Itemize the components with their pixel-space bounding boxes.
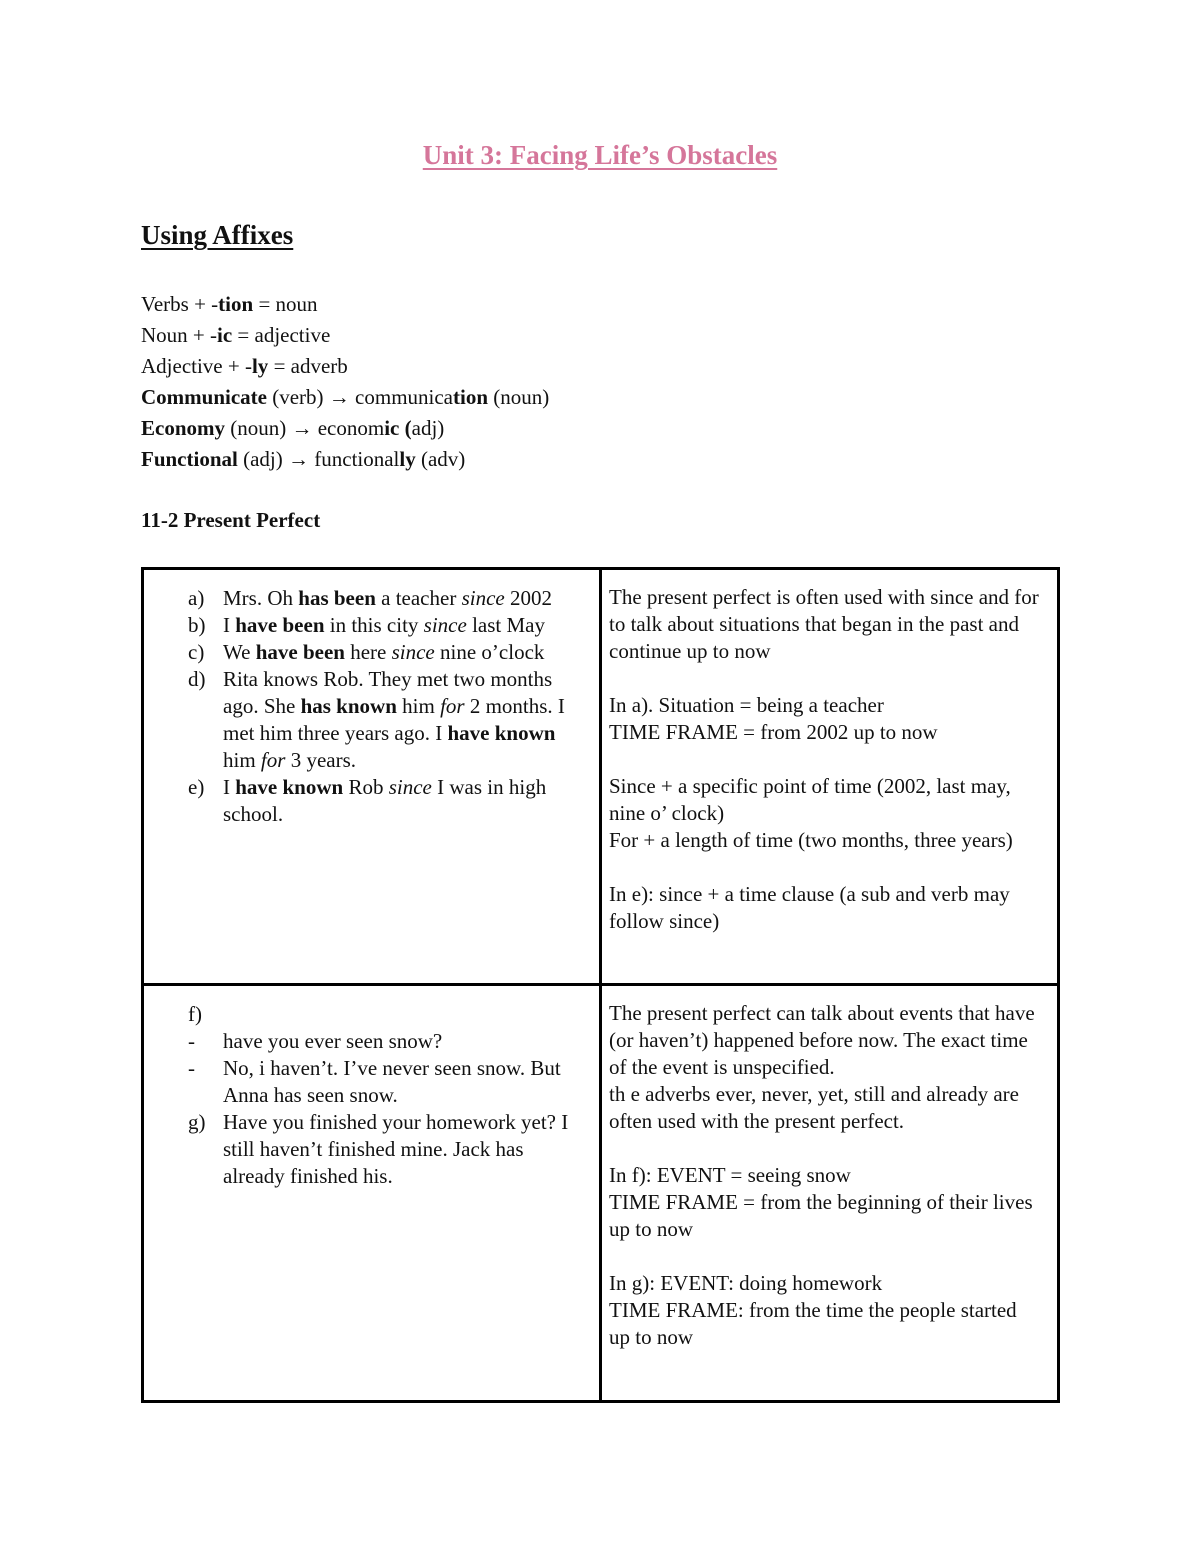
- affix-example-word: Functional: [141, 447, 238, 471]
- table-row: [143, 569, 1059, 985]
- affix-rule-result: = adjective: [232, 323, 331, 347]
- table-cell-explanation-events: [601, 985, 1059, 1402]
- example-item-a: [188, 585, 587, 612]
- affix-example-suffix: ic (: [384, 416, 412, 440]
- example-text: I have been in this city since last May: [223, 613, 545, 637]
- grammar-heading: 11-2 Present Perfect: [141, 508, 321, 532]
- example-item-c: [188, 639, 587, 666]
- affix-example-suffix: ly: [399, 447, 416, 471]
- affix-rule-ic: [141, 320, 549, 351]
- explanation-line: The present perfect can talk about events that have (or haven’t) happened before now. The exact time of the event is unspecified.: [609, 1001, 1035, 1079]
- example-text: We have been here since nine o’clock: [223, 640, 545, 664]
- affix-example-word: Economy: [141, 416, 225, 440]
- list-marker: d): [188, 667, 206, 691]
- affix-rules-list: [141, 289, 549, 475]
- list-marker: b): [188, 613, 206, 637]
- example-item-d: [188, 666, 587, 774]
- example-item-dash: [188, 1028, 587, 1055]
- table-cell-explanation-since-for: [601, 569, 1059, 985]
- explanation-spacer: [609, 746, 1041, 773]
- affix-rule-suffix: tion: [218, 292, 254, 316]
- example-text: have you ever seen snow?: [223, 1029, 443, 1053]
- affix-example-pos: (noun) → econom: [225, 416, 385, 440]
- affix-rule-ly: [141, 351, 549, 382]
- affix-example-pos: (adj) → functional: [237, 447, 400, 471]
- list-marker: c): [188, 640, 205, 664]
- example-text: I have known Rob since I was in high school.: [223, 775, 547, 826]
- list-marker: -: [188, 1056, 195, 1080]
- affix-rule-base: Verbs + -: [141, 292, 219, 316]
- affix-example-suffix: tion: [453, 385, 489, 409]
- section-heading-using-affixes: Using Affixes: [141, 220, 294, 250]
- explanation-line: TIME FRAME: from the time the people started up to now: [609, 1298, 1017, 1349]
- example-text: Mrs. Oh has been a teacher since 2002: [223, 586, 552, 610]
- explanation-line: th e adverbs ever, never, yet, still and already are often used with the present perfect.: [609, 1082, 1019, 1133]
- list-marker: g): [188, 1110, 206, 1134]
- affix-example-pos: (verb) → communica: [266, 385, 454, 409]
- example-text: Have you finished your homework yet? I still haven’t finished mine. Jack has already finished his.: [223, 1110, 569, 1188]
- explanation-line: TIME FRAME = from 2002 up to now: [609, 720, 938, 744]
- affix-rule-base: Noun + -: [141, 323, 218, 347]
- page-title: Unit 3: Facing Life’s Obstacles: [422, 140, 778, 170]
- explanation-line: For + a length of time (two months, three years): [609, 828, 1013, 852]
- affix-rule-result: = noun: [253, 292, 318, 316]
- example-item-b: [188, 612, 587, 639]
- example-text: [223, 1001, 587, 1028]
- explanation-line: TIME FRAME = from the beginning of their lives up to now: [609, 1190, 1033, 1241]
- explanation-line: In e): since + a time clause (a sub and verb may follow since): [609, 882, 1010, 933]
- affix-example-derived-pos: (noun): [488, 385, 550, 409]
- affix-rule-suffix: ic: [217, 323, 233, 347]
- example-text: Rita knows Rob. They met two months ago. She has known him for 2 months. I met him three years ago. I have known him for 3 years.: [223, 667, 565, 772]
- affix-example-communicate: [141, 382, 549, 413]
- affix-rule-base: Adjective + -: [141, 354, 252, 378]
- example-item-f: [188, 1001, 587, 1028]
- example-item-dash: [188, 1055, 587, 1109]
- table-cell-examples-events: [143, 985, 601, 1402]
- affix-rule-tion: [141, 289, 549, 320]
- list-marker: f): [188, 1002, 202, 1026]
- table-cell-examples-since-for: [143, 569, 601, 985]
- affix-example-derived-pos: (adv): [415, 447, 466, 471]
- affix-rule-suffix: ly: [251, 354, 269, 378]
- affix-example-derived-pos: adj): [411, 416, 445, 440]
- list-marker: a): [188, 586, 205, 610]
- affix-rule-result: = adverb: [268, 354, 348, 378]
- list-marker: e): [188, 775, 205, 799]
- list-marker: -: [188, 1029, 195, 1053]
- affix-example-economy: [141, 413, 549, 444]
- explanation-line: In f): EVENT = seeing snow: [609, 1163, 851, 1187]
- explanation-line: The present perfect is often used with since and for to talk about situations that began in the past and continue up to now: [609, 585, 1039, 663]
- affix-example-word: Communicate: [141, 385, 267, 409]
- explanation-line: Since + a specific point of time (2002, last may, nine o’ clock): [609, 774, 1011, 825]
- explanation-spacer: [609, 854, 1041, 881]
- explanation-spacer: [609, 1135, 1041, 1162]
- explanation-spacer: [609, 665, 1041, 692]
- example-item-g: [188, 1109, 587, 1190]
- explanation-line: In a). Situation = being a teacher: [609, 693, 884, 717]
- example-item-e: [188, 774, 587, 828]
- explanation-spacer: [609, 1243, 1041, 1270]
- present-perfect-table: [141, 567, 1060, 1403]
- explanation-line: In g): EVENT: doing homework: [609, 1271, 883, 1295]
- table-row: [143, 985, 1059, 1402]
- affix-example-functional: [141, 444, 549, 475]
- example-text: No, i haven’t. I’ve never seen snow. But Anna has seen snow.: [223, 1056, 561, 1107]
